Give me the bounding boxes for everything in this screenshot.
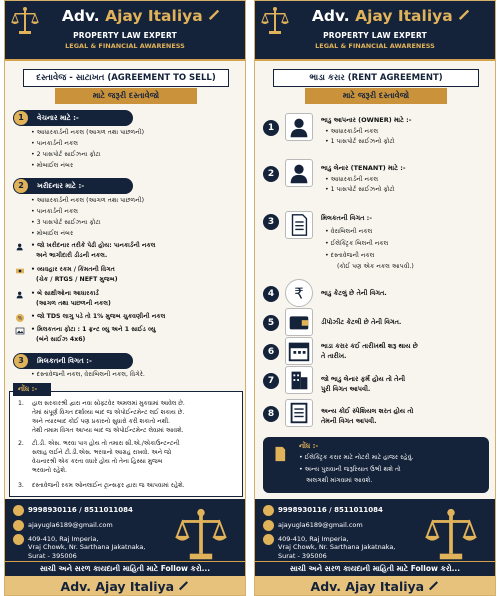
follow-banner: સાચી અને સરળ કાયદાની માહિતી માટે Follow કરો... — [255, 561, 495, 575]
step-number: 3 — [263, 214, 279, 230]
scale-of-justice-icon — [165, 507, 237, 563]
list-item: • 3 પાસપોર્ટ સાઈઝના ફોટા — [31, 219, 101, 227]
property-icon-box — [285, 211, 313, 239]
note-line: • અન્ય પુરાવાની જરૂરિયાત ઉભી થશે તો — [299, 466, 401, 474]
list-item: • દસ્તાવેજની નકલ — [325, 252, 374, 260]
list-item: • આધારકાર્ડની નકલ (આગળ તથા પાછળની) — [31, 129, 144, 137]
special-conditions-text-cont: તેમની વિગત આપવી. — [321, 417, 377, 425]
witness-icon — [15, 290, 25, 300]
header — [255, 1, 495, 61]
brand-tagline: LEGAL & FINANCIAL AWARENESS — [315, 42, 435, 50]
conditions-icon-box — [285, 399, 313, 427]
notes-box — [263, 437, 489, 493]
checklist-icon — [286, 400, 312, 426]
list-item: • દસ્તાવેજની નકલ, વેરાબિલની નકલ, વિગેરે. — [31, 371, 145, 379]
pen-icon — [208, 7, 220, 21]
step-number: 1 — [263, 120, 279, 136]
start-date-text: ભાડા કરાર કઈ તારીખથી શરૂ થાય છે — [321, 342, 418, 350]
email-icon — [263, 520, 274, 531]
sale-agreement-panel — [4, 0, 246, 596]
svg-text:%: % — [17, 316, 23, 322]
special-conditions-text: અન્ય કોઈ સ્પેશિયલ શરત હોય તો — [321, 407, 414, 415]
rent-agreement-panel — [254, 0, 496, 596]
notes-label: નોંધ :- — [13, 383, 51, 396]
step-number: 6 — [263, 344, 279, 360]
building-icon — [286, 367, 312, 393]
rupee-icon — [286, 280, 312, 306]
scale-of-justice-icon — [415, 507, 487, 563]
list-item: • બે સાક્ષીઓના આધારકાર્ડ — [31, 290, 99, 298]
pen-icon — [458, 7, 470, 21]
header — [5, 1, 245, 61]
list-item: • આધારકાર્ડની નકલ (આગળ તથા પાછળની) — [31, 197, 144, 205]
footer-name: Adv. Ajay Italiya — [255, 576, 495, 596]
notes-label: નોંધ :- — [299, 442, 319, 450]
deposit-icon-box — [285, 308, 313, 336]
list-item: • પાનકાર્ડની નકલ — [31, 140, 78, 148]
phone-icon — [13, 505, 24, 516]
photo-icon — [15, 326, 25, 336]
page-title: દસ્તાવેજ - સાટાખત (AGREEMENT TO SELL) — [23, 69, 229, 87]
list-item: • 1 પાસપોર્ટ સાઈઝનો ફોટો — [325, 138, 395, 146]
person-icon — [286, 114, 312, 140]
money-icon — [15, 266, 25, 276]
location-icon — [263, 534, 274, 545]
phone-icon — [263, 505, 274, 516]
location-icon — [13, 534, 24, 545]
document-icon — [286, 212, 312, 238]
section-number: 1 — [14, 111, 28, 125]
title-ribbon: માટે જરૂરી દસ્તાવેજો — [305, 88, 447, 104]
list-item-cont: (કોઈ પણ એક નકલ આપવી.) — [337, 263, 414, 270]
firm-text-cont: પુરી વિગત આપવી. — [321, 385, 371, 393]
brand-subtitle: PROPERTY LAW EXPERT — [73, 31, 177, 40]
tenant-heading: ભાડુ લેનાર (TENANT) માટે :- — [321, 164, 406, 172]
brand-title: Adv. Ajay Italiya — [291, 7, 491, 25]
property-heading: મિલકતની વિગત :- — [321, 214, 372, 222]
list-item: • આધારકાર્ડની નકલ — [325, 176, 378, 184]
email-icon — [13, 520, 24, 531]
brand-title: Adv. Ajay Italiya — [41, 7, 241, 25]
brand-tagline: LEGAL & FINANCIAL AWARENESS — [65, 42, 185, 50]
person-icon — [286, 160, 312, 186]
document-icon — [271, 445, 289, 463]
step-number: 8 — [263, 406, 279, 422]
title-ribbon: માટે જરૂરી દસ્તાવેજો — [55, 88, 197, 104]
list-item: • 2 પાસપોર્ટ સાઈઝના ફોટા — [31, 151, 101, 159]
list-item: • આધારકાર્ડની નકલ — [325, 128, 378, 136]
step-number: 7 — [263, 373, 279, 389]
property-section-header: 3 મિલકતની વિગત :- — [13, 353, 133, 369]
page-title: ભાડા કરાર (RENT AGREEMENT) — [273, 69, 479, 87]
owner-icon-box — [285, 113, 313, 141]
wallet-icon — [286, 309, 312, 335]
footer: 9998930116 / 8511011084 ajayugla6189@gmail.com 409-410, Raj Imperia, Vraj Chowk, Nr. Sarthana Jakatnaka, Surat - 395006 સાચી અને સરળ કાયદાની માહિતી માટે Follow કરો... Adv. Ajay Italiya — [5, 499, 245, 596]
brand-subtitle: PROPERTY LAW EXPERT — [323, 31, 427, 40]
tenant-icon-box — [285, 159, 313, 187]
date-icon-box — [285, 337, 313, 365]
owner-heading: ભાડુ આપનાર (OWNER) માટે :- — [321, 116, 412, 124]
start-date-text-cont: તે તારીખ. — [321, 352, 347, 360]
svg-text:₹: ₹ — [294, 284, 304, 303]
rent-icon-box — [285, 279, 313, 307]
pen-icon — [428, 579, 439, 591]
footer-name: Adv. Ajay Italiya — [5, 576, 245, 596]
section-number: 3 — [14, 354, 28, 368]
section-number: 2 — [14, 179, 28, 193]
person-icon — [15, 242, 25, 252]
list-item: • વેરાબિલની નકલ — [325, 228, 372, 236]
deposit-text: ડીપોઝીટ કેટલી છે તેની વિગત. — [321, 318, 402, 326]
list-item: • વ્યવહાર રકમ / કિંમતની વિગત — [31, 266, 115, 274]
list-item: • જો TDS લાગુ પડે તો 1% મુજબ ચુકવણીની નકલ — [31, 313, 165, 321]
step-number: 2 — [263, 166, 279, 182]
list-item-cont: અને ભાગીદારી ડીડની નકલ. — [36, 252, 108, 259]
list-item-cont: (બંને સાઈઝ 4x6) — [36, 336, 86, 343]
seller-section-header: 1 વેચનાર માટે :- — [13, 110, 133, 126]
note-line: • ઈલેક્ટ્રિક કરાર માટે નોટરી માટે હાજર રહેવું. — [299, 454, 414, 462]
firm-icon-box — [285, 366, 313, 394]
footer: 9998930116 / 8511011084 ajayugla6189@gmail.com 409-410, Raj Imperia, Vraj Chowk, Nr. Sarthana Jakatnaka, Surat - 395006 સાચી અને સરળ કાયદાની માહિતી માટે Follow કરો... Adv. Ajay Italiya — [255, 499, 495, 596]
list-item: • મોબાઈલ નંબર — [31, 162, 73, 170]
follow-banner: સાચી અને સરળ કાયદાની માહિતી માટે Follow કરો... — [5, 561, 245, 575]
list-item: • 1 પાસપોર્ટ સાઈઝનો ફોટો — [325, 186, 395, 194]
list-item: • મોબાઈલ નંબર — [31, 230, 73, 238]
list-item-cont: (ચેક / RTGS / NEFT મુજબ) — [36, 276, 118, 283]
calendar-icon — [286, 338, 312, 364]
list-item: • પાનકાર્ડની નકલ — [31, 208, 78, 216]
buyer-section-header: 2 ખરીદનાર માટે :- — [13, 178, 133, 194]
list-item: • ઈલેક્ટ્રિક બિલની નકલ — [325, 240, 388, 248]
divider — [5, 59, 245, 61]
percent-icon — [15, 313, 25, 323]
step-number: 5 — [263, 315, 279, 331]
note-line-cont: અલગથી માંગવામાં આવશે. — [306, 477, 373, 484]
rent-amount-text: ભાડુ કેટલું છે તેની વિગત. — [321, 289, 387, 297]
list-item: • જો ખરીદનાર તરીકે પેઢી હોય: પાનકાર્ડની નકલ — [31, 242, 156, 250]
list-item-cont: (આગળ તથા પાછળની નકલ) — [36, 300, 111, 307]
step-number: 4 — [263, 286, 279, 302]
divider — [255, 59, 495, 61]
firm-text: જો ભાડુ લેનાર ફર્મ હોય તો તેની — [321, 375, 406, 383]
list-item: • મિલકતના ફોટા : 1 ફ્રન્ટ વ્યુ અને 1 સાઈડ વ્યુ — [31, 326, 156, 334]
notes-box: 1. હાલ સરકારશ્રી દ્વારા નવા સોફ્ટવેર અમલમાં મુકવામાં આવેલ છે. તેમાં સંપૂર્ણ વિગત દર્શાવ્યા બાદ જ એપોઈન્ટમેન્ટ લઈ શકાય છે. અને ત્યારબાદ કોઈ પણ પ્રકારનો સુધારો કરી શકાતો નથી. તેથી તમામ વિગત આપ્યા બાદ જ એપોઈન્ટમેન્ટ લેવામાં આવશે. 2. ટી.ડી. એસ. ભરવા પાત્ર હોય તો તમારા સી.એ./એકાઉન્ટન્ટની સલાહ લઈને ટી.ડી.એસ. ભરવાનો આગ્રહ રાખવો. અને જો વેચનારશ્રી એક કરતા વધારે હોય તો તેના હિસ્સા મુજબ ભરવાનો રહેશે. 3. દસ્તાવેજની રકમ ઓનલાઈન ટ્રાન્સફર દ્વારા જ આપવામાં રહેશે. — [9, 391, 243, 497]
pen-icon — [178, 579, 189, 591]
